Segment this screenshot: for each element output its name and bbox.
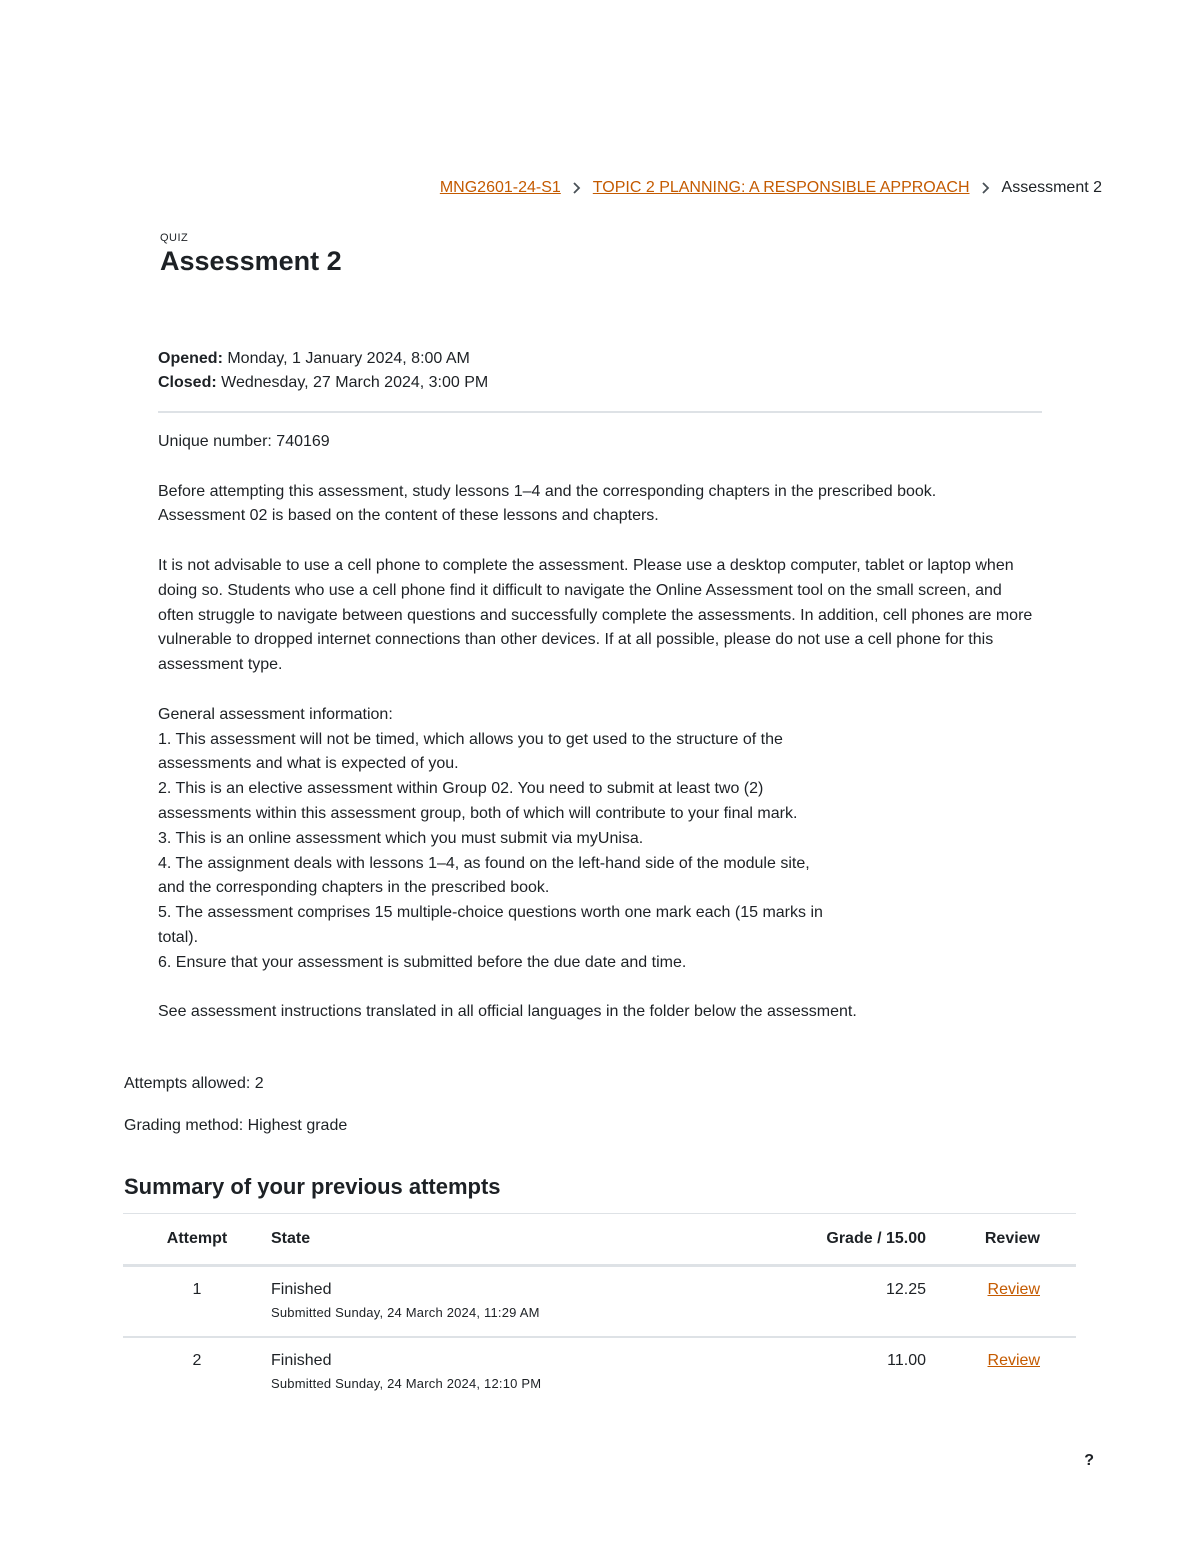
table-header-row <box>123 1214 1076 1266</box>
closed-value: Wednesday, 27 March 2024, 3:00 PM <box>221 374 489 391</box>
attempt-submitted-time: Submitted Sunday, 24 March 2024, 12:10 PM <box>271 1376 542 1391</box>
description-paragraph-1 <box>158 480 1038 530</box>
description-paragraph-2: It is not advisable to use a cell phone to complete the assessment. Please use a desktop computer, tablet or laptop when doing so. Students who use a cell phone find it difficult to navigate the Online Assessment tool on the small screen, and often struggle to navigate between questions and successfully complete the assessments. In addition, cell phones are more vulnerable to dropped internet connections than other devices. If at all possible, please do not use a cell phone for this assessment type. <box>158 556 1033 674</box>
list-item: 1. This assessment will not be timed, which allows you to get used to the structure of the assessments and what is expected of you. <box>158 730 783 773</box>
summary-heading: Summary of your previous attempts <box>124 1174 501 1199</box>
grading-method: Grading method: Highest grade <box>124 1117 348 1134</box>
attempt-review-cell <box>926 1337 1076 1407</box>
attempt-number: 1 <box>123 1266 271 1338</box>
unique-number: Unique number: 740169 <box>158 433 330 450</box>
breadcrumb <box>440 178 1102 198</box>
attempt-grade: 11.00 <box>887 1352 926 1369</box>
general-info-list <box>158 703 1038 976</box>
page-title: Assessment 2 <box>160 246 342 276</box>
closed-label: Closed: <box>158 374 217 391</box>
paragraph-line: Before attempting this assessment, study lessons 1–4 and the corresponding chapters in the prescribed book. <box>158 482 937 500</box>
paragraph-line: Assessment 02 is based on the content of these lessons and chapters. <box>158 507 659 525</box>
list-item: 2. This is an elective assessment within Group 02. You need to submit at least two (2) assessments within this assessment group, both of which will contribute to your final mark. <box>158 780 798 822</box>
attempt-state: Finished <box>271 1281 332 1298</box>
attempts-allowed: Attempts allowed: 2 <box>124 1075 264 1092</box>
attempt-submitted-time: Submitted Sunday, 24 March 2024, 11:29 AM <box>271 1305 540 1320</box>
help-button[interactable]: ? <box>1084 1452 1094 1469</box>
divider <box>158 411 1042 413</box>
breadcrumb-current: Assessment 2 <box>1001 179 1102 196</box>
attempt-grade: 12.25 <box>771 1266 926 1338</box>
list-item: 4. The assignment deals with lessons 1–4, as found on the left-hand side of the module site, and the corresponding chapters in the prescribed book. <box>158 854 810 897</box>
table-row <box>123 1266 1076 1338</box>
attempt-state-cell <box>271 1266 771 1338</box>
translation-note: See assessment instructions translated in all official languages in the folder below the assessment. <box>158 1003 857 1021</box>
general-info-heading: General assessment information: <box>158 705 393 723</box>
breadcrumb-topic-link[interactable]: TOPIC 2 PLANNING: A RESPONSIBLE APPROACH <box>592 179 970 196</box>
column-header-grade: Grade / 15.00 <box>771 1214 926 1266</box>
breadcrumb-course-link[interactable]: MNG2601-24-S1 <box>439 179 561 196</box>
attempt-number: 2 <box>192 1352 202 1369</box>
list-item: 5. The assessment comprises 15 multiple-choice questions worth one mark each (15 marks in total). <box>158 904 823 946</box>
review-link[interactable]: Review <box>987 1352 1040 1369</box>
list-item: 6. Ensure that your assessment is submitted before the due date and time. <box>158 953 687 971</box>
activity-type-label: QUIZ <box>160 232 189 244</box>
chevron-right-icon <box>567 178 587 198</box>
closed-date <box>158 371 488 395</box>
activity-dates <box>158 347 488 395</box>
attempt-review-cell <box>926 1266 1076 1338</box>
opened-value: Monday, 1 January 2024, 8:00 AM <box>227 350 470 367</box>
chevron-right-icon <box>976 178 996 198</box>
column-header-review: Review <box>926 1214 1076 1266</box>
opened-date <box>158 347 488 371</box>
column-header-attempt: Attempt <box>123 1214 271 1266</box>
table-row <box>123 1337 1076 1407</box>
opened-label: Opened: <box>158 350 223 367</box>
activity-description <box>158 430 1038 1050</box>
list-item: 3. This is an online assessment which you must submit via myUnisa. <box>158 829 644 847</box>
attempt-state-cell <box>271 1337 771 1407</box>
column-header-state: State <box>271 1214 771 1266</box>
attempt-state: Finished <box>271 1352 332 1369</box>
review-link[interactable]: Review <box>987 1281 1040 1298</box>
attempts-table <box>123 1213 1076 1407</box>
